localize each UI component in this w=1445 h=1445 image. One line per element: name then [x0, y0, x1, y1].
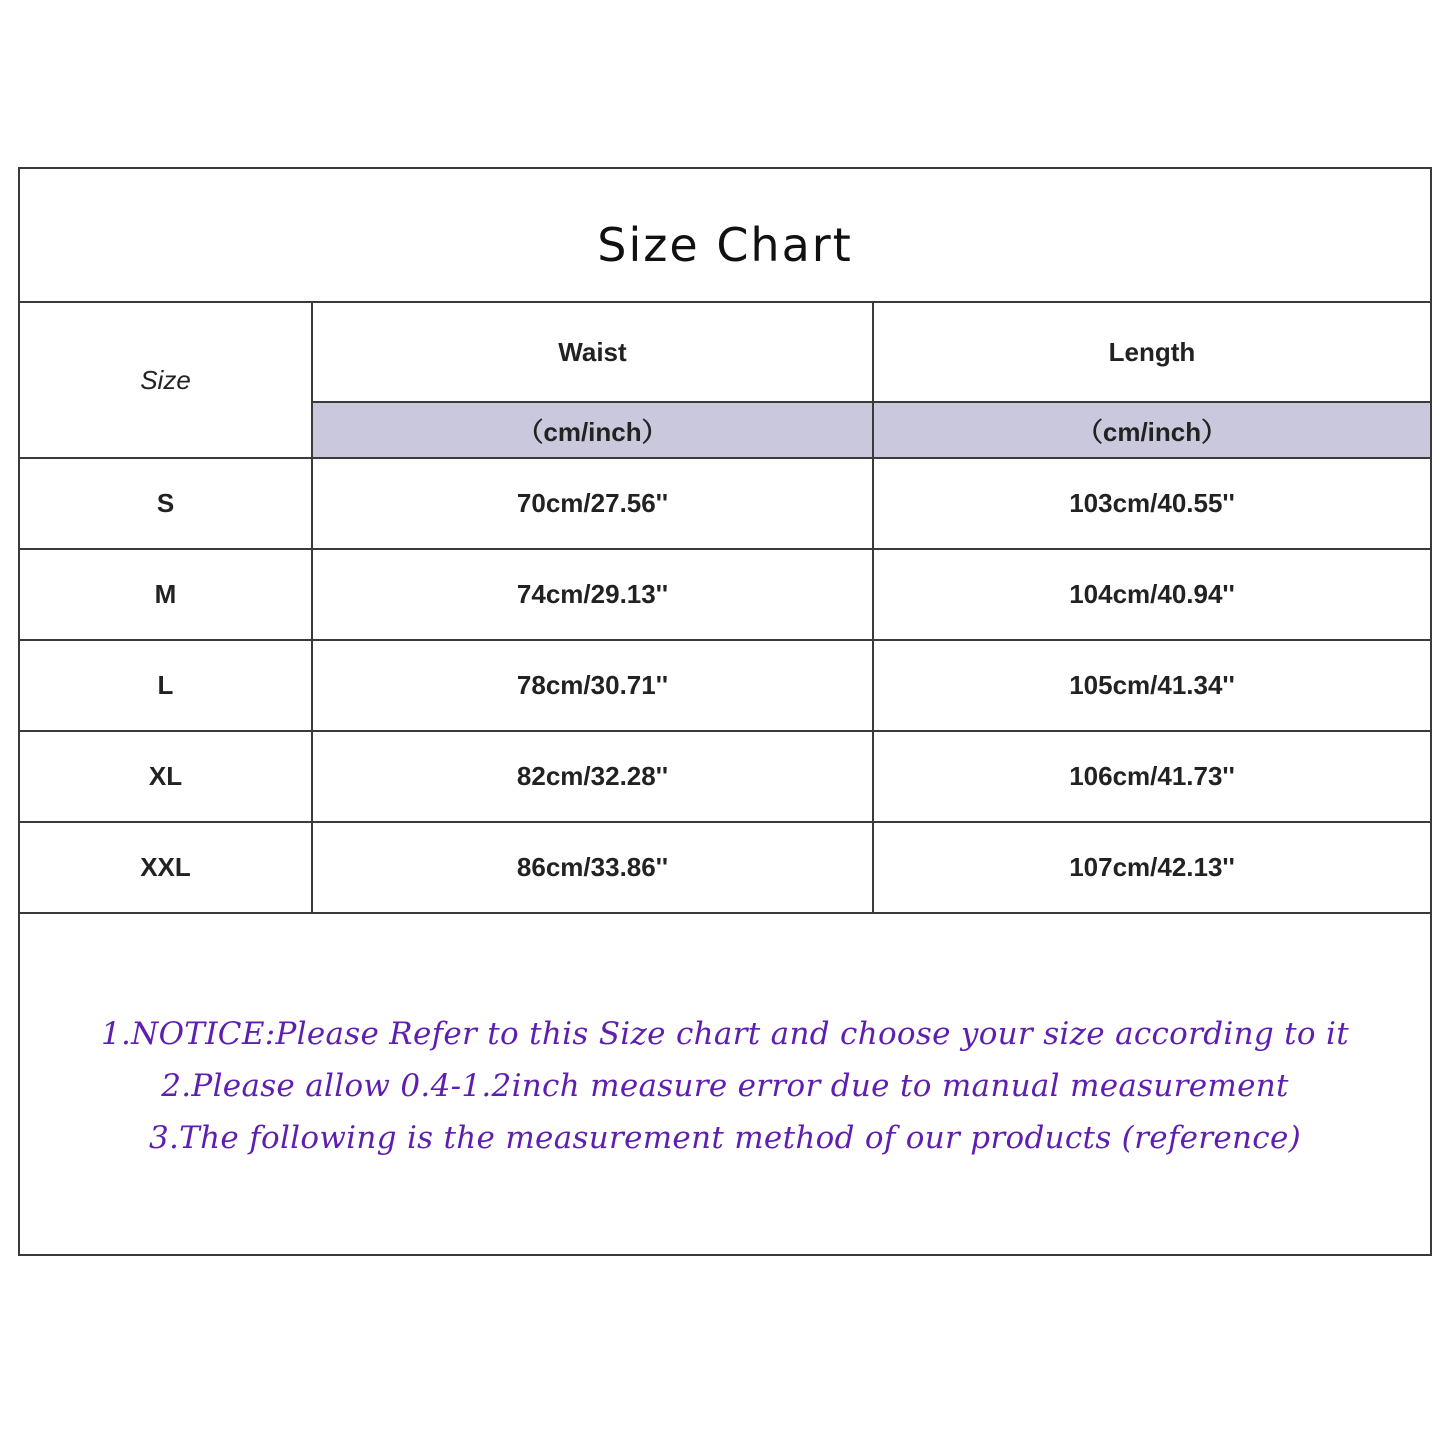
- table-row: [20, 822, 1430, 913]
- note-line: 2.Please allow 0.4-1.2inch measure error due to manual measurement: [161, 1068, 1289, 1104]
- length-unit-label: （cm/inch）: [873, 402, 1430, 458]
- header-row: [20, 303, 1430, 402]
- size-chart-sheet: [18, 167, 1432, 1256]
- length-cell: 105cm/41.34'': [873, 640, 1430, 731]
- notes-section: [20, 916, 1430, 1256]
- table-row: [20, 549, 1430, 640]
- size-cell: XXL: [20, 822, 312, 913]
- length-cell: 104cm/40.94'': [873, 549, 1430, 640]
- page-title: Size Chart: [597, 218, 853, 272]
- size-cell: S: [20, 458, 312, 549]
- table-row: [20, 640, 1430, 731]
- waist-column-header: Waist: [312, 303, 873, 402]
- note-line: 3.The following is the measurement method of our products (reference): [149, 1120, 1301, 1156]
- length-cell: 106cm/41.73'': [873, 731, 1430, 822]
- waist-cell: 74cm/29.13'': [312, 549, 873, 640]
- note-line: 1.NOTICE:Please Refer to this Size chart and choose your size according to it: [100, 1016, 1350, 1052]
- length-column-header: Length: [873, 303, 1430, 402]
- length-cell: 107cm/42.13'': [873, 822, 1430, 913]
- waist-cell: 70cm/27.56'': [312, 458, 873, 549]
- size-cell: L: [20, 640, 312, 731]
- size-table: [20, 303, 1430, 914]
- table-row: [20, 458, 1430, 549]
- size-column-header: Size: [20, 303, 312, 458]
- waist-unit-label: （cm/inch）: [312, 402, 873, 458]
- waist-cell: 78cm/30.71'': [312, 640, 873, 731]
- waist-cell: 86cm/33.86'': [312, 822, 873, 913]
- size-cell: M: [20, 549, 312, 640]
- table-row: [20, 731, 1430, 822]
- waist-cell: 82cm/32.28'': [312, 731, 873, 822]
- size-cell: XL: [20, 731, 312, 822]
- length-cell: 103cm/40.55'': [873, 458, 1430, 549]
- title-row: [20, 169, 1430, 303]
